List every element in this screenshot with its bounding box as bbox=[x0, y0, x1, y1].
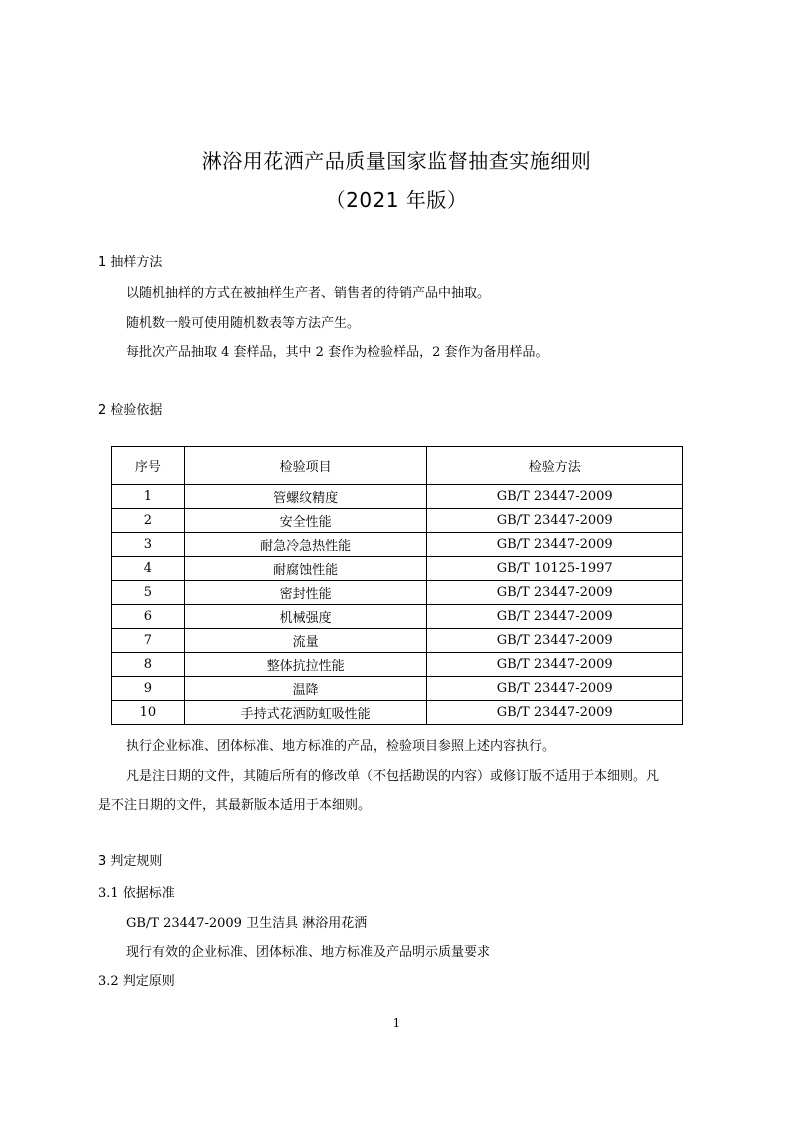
section-1-paragraph: 以随机抽样的方式在被抽样生产者、销售者的待销产品中抽取。 bbox=[126, 286, 491, 301]
table-row bbox=[112, 677, 683, 701]
section-3-heading: 3 判定规则 bbox=[98, 854, 163, 869]
cell-method: GB/T 23447-2009 bbox=[427, 485, 683, 509]
cell-method: GB/T 10125-1997 bbox=[427, 557, 683, 581]
cell-index: 1 bbox=[112, 485, 185, 509]
cell-method: GB/T 23447-2009 bbox=[427, 581, 683, 605]
cell-item: 流量 bbox=[184, 629, 427, 653]
table-row bbox=[112, 485, 683, 509]
header-method: 检验方法 bbox=[427, 447, 683, 485]
cell-method: GB/T 23447-2009 bbox=[427, 677, 683, 701]
cell-method: GB/T 23447-2009 bbox=[427, 533, 683, 557]
header-item: 检验项目 bbox=[184, 447, 427, 485]
section-2-heading: 2 检验依据 bbox=[98, 403, 163, 418]
cell-index: 9 bbox=[112, 677, 185, 701]
section-1-heading: 1 抽样方法 bbox=[98, 255, 163, 270]
subsection-3-2-heading: 3.2 判定原则 bbox=[98, 974, 175, 989]
table-row bbox=[112, 557, 683, 581]
header-index: 序号 bbox=[112, 447, 185, 485]
table-row bbox=[112, 605, 683, 629]
cell-index: 7 bbox=[112, 629, 185, 653]
table-row bbox=[112, 701, 683, 725]
table-row bbox=[112, 629, 683, 653]
section-2-note: 执行企业标准、团体标准、地方标准的产品，检验项目参照上述内容执行。 bbox=[126, 739, 556, 754]
cell-method: GB/T 23447-2009 bbox=[427, 509, 683, 533]
cell-index: 8 bbox=[112, 653, 185, 677]
cell-index: 4 bbox=[112, 557, 185, 581]
cell-index: 2 bbox=[112, 509, 185, 533]
table-row bbox=[112, 581, 683, 605]
standard-item: GB/T 23447-2009 卫生洁具 淋浴用花洒 bbox=[126, 916, 368, 931]
inspection-items-table bbox=[111, 446, 683, 725]
cell-item: 机械强度 bbox=[184, 605, 427, 629]
cell-item: 管螺纹精度 bbox=[184, 485, 427, 509]
cell-index: 3 bbox=[112, 533, 185, 557]
cell-method: GB/T 23447-2009 bbox=[427, 605, 683, 629]
cell-method: GB/T 23447-2009 bbox=[427, 653, 683, 677]
cell-item: 耐急冷急热性能 bbox=[184, 533, 427, 557]
document-edition: （2021 年版） bbox=[325, 188, 468, 212]
subsection-3-1-heading: 3.1 依据标准 bbox=[98, 886, 175, 901]
table-row bbox=[112, 533, 683, 557]
cell-item: 密封性能 bbox=[184, 581, 427, 605]
table-header-row bbox=[112, 447, 683, 485]
table-row bbox=[112, 653, 683, 677]
page-number: 1 bbox=[392, 1016, 401, 1030]
cell-item: 安全性能 bbox=[184, 509, 427, 533]
section-1-paragraph: 每批次产品抽取 4 套样品，其中 2 套作为检验样品，2 套作为备用样品。 bbox=[126, 345, 549, 360]
document-title: 淋浴用花洒产品质量国家监督抽查实施细则 bbox=[201, 149, 592, 173]
section-2-note-continued: 是不注日期的文件，其最新版本适用于本细则。 bbox=[98, 798, 372, 813]
section-1-paragraph: 随机数一般可使用随机数表等方法产生。 bbox=[126, 316, 361, 331]
section-2-note: 凡是注日期的文件，其随后所有的修改单（不包括勘误的内容）或修订版不适用于本细则。凡 bbox=[126, 769, 660, 784]
table-row bbox=[112, 509, 683, 533]
cell-item: 手持式花洒防虹吸性能 bbox=[184, 701, 427, 725]
cell-item: 耐腐蚀性能 bbox=[184, 557, 427, 581]
cell-method: GB/T 23447-2009 bbox=[427, 701, 683, 725]
cell-item: 温降 bbox=[184, 677, 427, 701]
standard-item: 现行有效的企业标准、团体标准、地方标准及产品明示质量要求 bbox=[126, 945, 491, 960]
cell-item: 整体抗拉性能 bbox=[184, 653, 427, 677]
cell-method: GB/T 23447-2009 bbox=[427, 629, 683, 653]
cell-index: 6 bbox=[112, 605, 185, 629]
cell-index: 5 bbox=[112, 581, 185, 605]
cell-index: 10 bbox=[112, 701, 185, 725]
